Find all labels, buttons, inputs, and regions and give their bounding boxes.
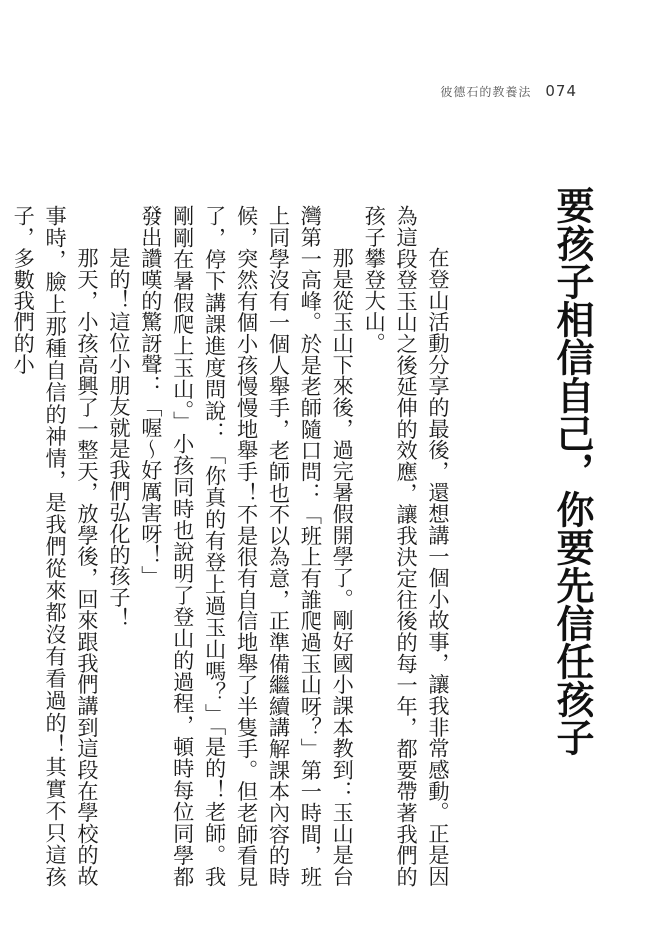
- body-paragraph: 那天，小孩高興了一整天，放學後，回來跟我們講到這段在學校的故事時，臉上那種自信的神情，是我們從來都沒有看過的！其實不只這孩子，多數我們的小: [11, 205, 101, 887]
- body-text: [11, 205, 454, 887]
- body-paragraph: 那是從玉山下來後，過完暑假開學了。剛好國小課本教到：玉山是台灣第一高峰。於是老師隨口問：「班上有誰爬過玉山呀？」第一時間，班上同學沒有一個人舉手，老師也不以為意，正準備繼續講解課本內容的時候，突然有個小孩慢慢地舉手！不是很有自信地舉了半隻手。但老師看見了，停下講課進度問說：「你真的有登上過玉山嗎？」「是的！老師。我剛剛在暑假爬上玉山。」小孩同時也說明了登山的過程，頓時每位同學都發出讚嘆的驚訝聲：「喔～好厲害呀！」: [138, 205, 356, 887]
- body-paragraph: 是的！這位小朋友就是我們弘化的孩子！: [106, 247, 132, 629]
- running-header: [440, 82, 577, 100]
- page-number: 074: [545, 82, 577, 100]
- chapter-title: 要孩子相信自己，你要先信任孩子: [550, 186, 594, 756]
- body-paragraph: 在登山活動分享的最後，還想講一個小故事，讓我非常感動。正是因為這段登玉山之後延伸的效應，讓我決定往後的每一年，都要帶著我們的孩子攀登大山。: [362, 205, 451, 887]
- running-header-book-title: 彼德石的教養法: [440, 85, 532, 99]
